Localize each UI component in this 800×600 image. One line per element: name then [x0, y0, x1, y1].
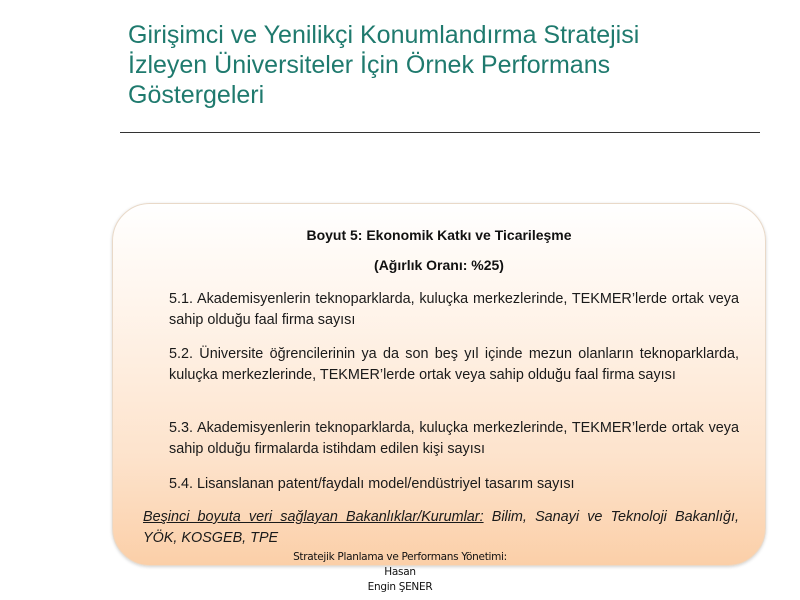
- indicator-5-4: 5.4. Lisanslanan patent/faydalı model/endüstriyel tasarım sayısı: [169, 476, 575, 492]
- data-source-label: Beşinci boyuta veri sağlayan Bakanlıklar/Kurumlar:: [143, 509, 484, 525]
- indicator-5-1: 5.1. Akademisyenlerin teknoparklarda, kuluçka merkezlerinde, TEKMER’lerde ortak veya sahip olduğu faal firma sayısı: [169, 291, 739, 328]
- data-source-note: [143, 507, 739, 549]
- indicator-5-2: 5.2. Üniversite öğrencilerinin ya da son beş yıl içinde mezun olanların teknoparklarda, kuluçka merkezlerinde, TEKMER’lerde ortak veya sahip olduğu faal firma sayısı: [169, 346, 739, 383]
- indicator-5-3: 5.3. Akademisyenlerin teknoparklarda, kuluçka merkezlerinde, TEKMER’lerde ortak veya sahip olduğu firmalarda istihdam edilen kişi sayısı: [169, 420, 739, 457]
- data-source-text: Bilim, Sanayi ve Teknoloji Bakanlığı, YÖK, KOSGEB, TPE: [143, 509, 739, 546]
- slide-title-line-1: Girişimci ve Yenilikçi Konumlandırma Stratejisi: [128, 21, 640, 49]
- box-weight: (Ağırlık Oranı: %25): [374, 257, 504, 273]
- slide-title-line-3: Göstergeleri: [128, 81, 265, 109]
- box-heading: Boyut 5: Ekonomik Katkı ve Ticarileşme: [306, 227, 572, 243]
- indicator-box: [112, 203, 766, 566]
- slide-title-line-2: İzleyen Üniversiteler İçin Örnek Performans: [128, 51, 611, 79]
- footer-line-1: Stratejik Planlama ve Performans Yönetimi: Hasan: [293, 551, 507, 578]
- title-divider: [120, 132, 760, 133]
- slide-footer: [280, 550, 520, 595]
- slide-title: [128, 20, 768, 110]
- footer-line-2: Engin ŞENER: [367, 581, 433, 593]
